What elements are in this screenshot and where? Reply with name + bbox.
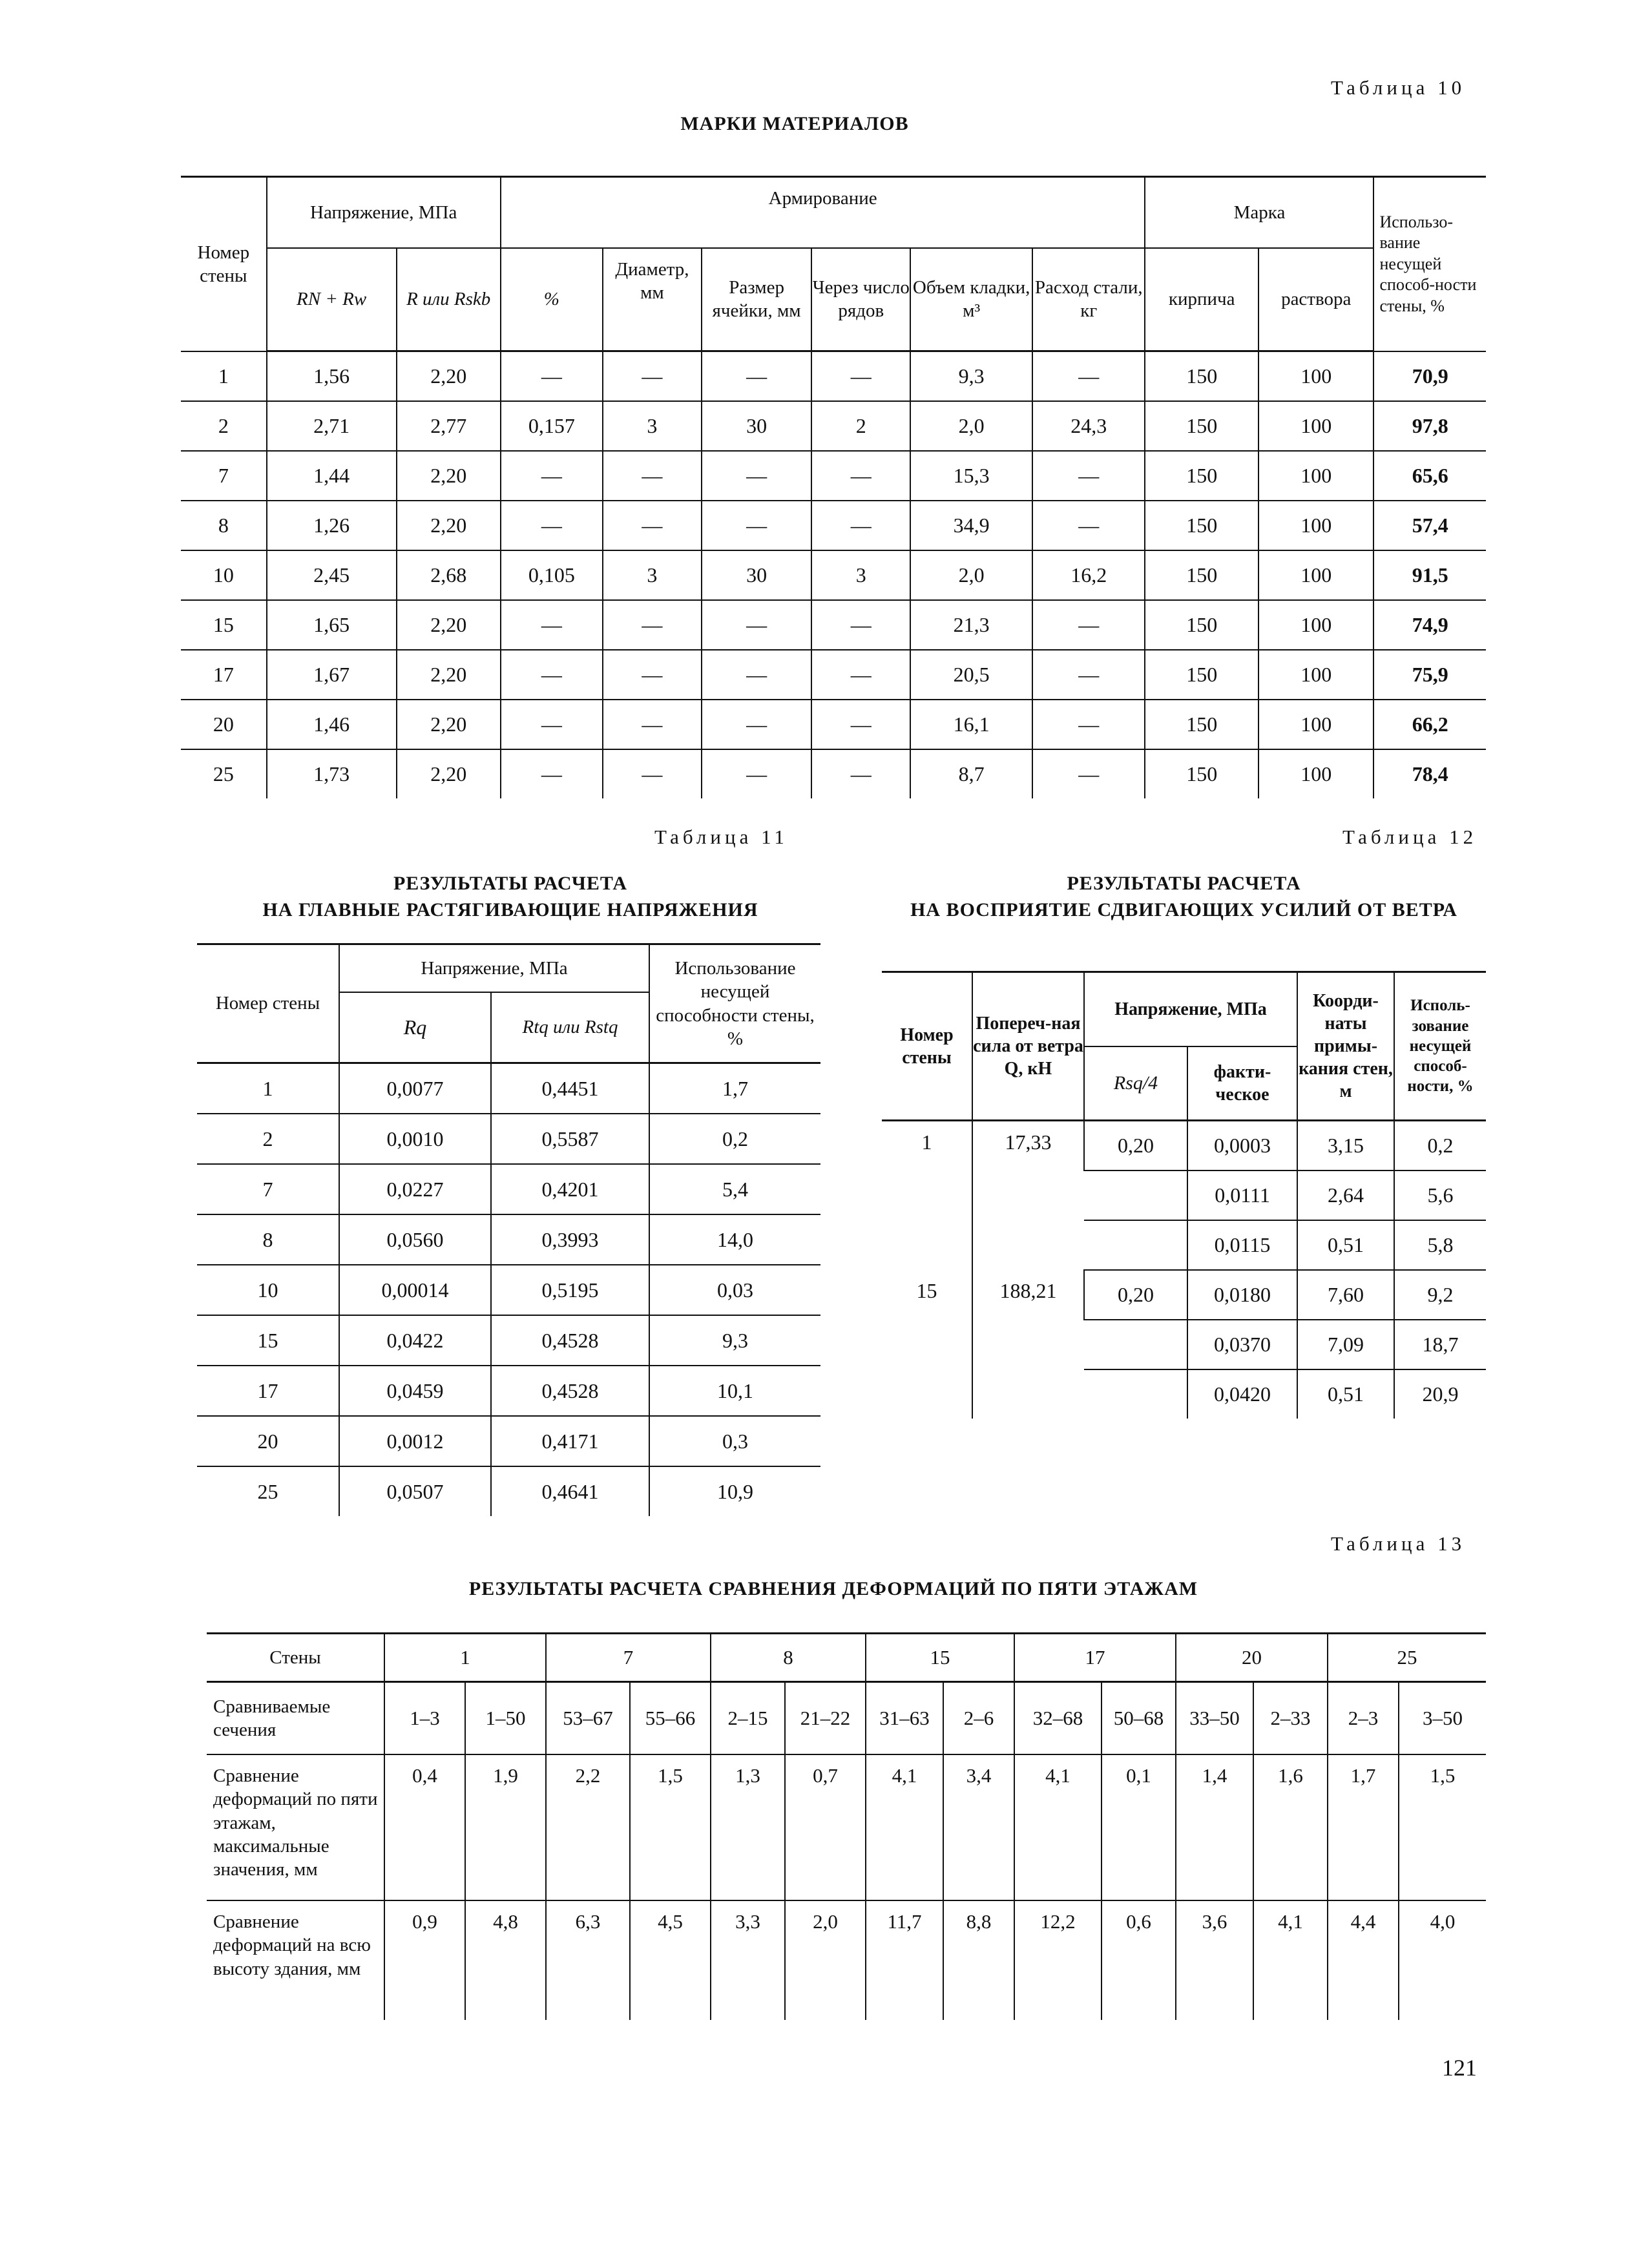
t12-cell-rsq4-empty	[1084, 1320, 1187, 1369]
t10-cell-rn-rw: 1,44	[267, 451, 397, 501]
t10-cell-usage: 97,8	[1373, 401, 1486, 451]
t10-cell-brick: 150	[1145, 550, 1258, 600]
t10-cell-every-rows: —	[811, 451, 910, 501]
t11-cell-usage: 1,7	[649, 1063, 820, 1114]
t10-cell-mortar: 100	[1258, 600, 1374, 650]
t10-cell-volume: 15,3	[910, 451, 1032, 501]
table10-label: Таблица 10	[1331, 76, 1466, 99]
t10-cell-wall: 20	[181, 700, 267, 749]
t12-header-rsq4: Rsq/4	[1084, 1046, 1187, 1121]
t11-cell-usage: 0,03	[649, 1265, 820, 1315]
t10-header-reinforcement: Армирование	[501, 177, 1145, 248]
t10-cell-steel: —	[1032, 501, 1145, 550]
t11-cell-rtq: 0,4528	[491, 1315, 649, 1366]
t12-header-coords: Коорди-наты примы-кания стен, м	[1297, 972, 1394, 1121]
t10-cell-volume: 16,1	[910, 700, 1032, 749]
t10-cell-usage: 70,9	[1373, 351, 1486, 402]
table11	[197, 943, 820, 1516]
t10-cell-usage: 75,9	[1373, 650, 1486, 700]
t13-five-floor-value: 1,6	[1253, 1754, 1328, 1900]
t10-cell-brick: 150	[1145, 351, 1258, 402]
t13-wall-header: 17	[1014, 1634, 1176, 1682]
t10-cell-diameter: —	[603, 501, 702, 550]
t13-section-cell: 3–50	[1399, 1682, 1486, 1755]
t10-cell-steel: 16,2	[1032, 550, 1145, 600]
t10-cell-percent: —	[501, 749, 603, 798]
t11-cell-rq: 0,00014	[339, 1265, 491, 1315]
t10-cell-diameter: 3	[603, 550, 702, 600]
table13-label: Таблица 13	[1331, 1532, 1466, 1555]
page-number: 121	[1442, 2055, 1477, 2081]
t13-wall-header: 1	[384, 1634, 546, 1682]
t13-five-floor-value: 1,3	[711, 1754, 785, 1900]
t10-row	[181, 749, 1486, 798]
t10-header-grade: Марка	[1145, 177, 1373, 248]
table11-title-line1: РЕЗУЛЬТАТЫ РАСЧЕТА	[393, 873, 628, 894]
t10-header-every-rows: Через число рядов	[811, 248, 910, 351]
t10-cell-wall: 2	[181, 401, 267, 451]
t10-cell-brick: 150	[1145, 700, 1258, 749]
t11-cell-wall: 2	[197, 1114, 339, 1164]
t13-full-height-value: 0,9	[384, 1900, 465, 2020]
t13-five-floor-value: 1,4	[1176, 1754, 1253, 1900]
table11-title	[220, 871, 801, 923]
t10-cell-cell-size: —	[702, 749, 811, 798]
t13-five-floors-row	[207, 1754, 1486, 1900]
table10-title: МАРКИ МАТЕРИАЛОВ	[680, 113, 909, 134]
t10-cell-wall: 8	[181, 501, 267, 550]
t12-cell-wall: 1	[921, 1130, 932, 1154]
t11-cell-rtq: 0,4528	[491, 1366, 649, 1416]
t10-cell-wall: 1	[181, 351, 267, 402]
t11-row	[197, 1416, 820, 1466]
t10-cell-steel: —	[1032, 749, 1145, 798]
t10-cell-rn-rw: 1,73	[267, 749, 397, 798]
t10-cell-volume: 9,3	[910, 351, 1032, 402]
t13-full-height-value: 3,3	[711, 1900, 785, 2020]
t11-cell-wall: 1	[197, 1063, 339, 1114]
t10-header-cell-size: Размер ячейки, мм	[702, 248, 811, 351]
t11-cell-rtq: 0,5587	[491, 1114, 649, 1164]
t10-cell-mortar: 100	[1258, 351, 1374, 402]
t12-header-wall: Номер стены	[882, 972, 972, 1121]
t11-cell-rq: 0,0459	[339, 1366, 491, 1416]
t11-cell-rq: 0,0012	[339, 1416, 491, 1466]
t13-section-cell: 1–3	[384, 1682, 465, 1755]
t12-cell-coord: 0,51	[1297, 1220, 1394, 1270]
t11-cell-rq: 0,0077	[339, 1063, 491, 1114]
t12-cell-usage: 9,2	[1394, 1270, 1486, 1320]
t12-cell-usage: 18,7	[1394, 1320, 1486, 1369]
t12-cell-actual: 0,0003	[1187, 1121, 1297, 1171]
t12-cell-usage: 5,8	[1394, 1220, 1486, 1270]
t11-cell-usage: 9,3	[649, 1315, 820, 1366]
t10-cell-brick: 150	[1145, 650, 1258, 700]
t10-cell-percent: —	[501, 501, 603, 550]
t10-cell-r-rskb: 2,20	[397, 650, 501, 700]
t12-cell-usage: 20,9	[1394, 1369, 1486, 1419]
t10-header-wall: Номер стены	[181, 177, 267, 351]
t10-cell-usage: 57,4	[1373, 501, 1486, 550]
t12-row	[882, 1270, 1486, 1320]
t10-cell-r-rskb: 2,20	[397, 700, 501, 749]
table12-label: Таблица 12	[1342, 826, 1478, 848]
t11-cell-rq: 0,0010	[339, 1114, 491, 1164]
t11-row	[197, 1466, 820, 1516]
t11-row	[197, 1114, 820, 1164]
t10-cell-diameter: —	[603, 650, 702, 700]
t13-full-height-value: 4,8	[465, 1900, 546, 2020]
t10-row	[181, 351, 1486, 402]
t10-cell-r-rskb: 2,20	[397, 501, 501, 550]
t10-cell-brick: 150	[1145, 600, 1258, 650]
t11-cell-rtq: 0,4171	[491, 1416, 649, 1466]
t10-cell-diameter: —	[603, 351, 702, 402]
t11-cell-usage: 0,3	[649, 1416, 820, 1466]
t11-cell-wall: 17	[197, 1366, 339, 1416]
table12-title-line1: РЕЗУЛЬТАТЫ РАСЧЕТА	[1067, 873, 1301, 894]
t10-cell-steel: —	[1032, 351, 1145, 402]
t10-cell-rn-rw: 1,65	[267, 600, 397, 650]
t13-full-height-value: 4,4	[1328, 1900, 1399, 2020]
t13-section-cell: 2–3	[1328, 1682, 1399, 1755]
table13-title: РЕЗУЛЬТАТЫ РАСЧЕТА СРАВНЕНИЯ ДЕФОРМАЦИЙ ПО ПЯТИ ЭТАЖАМ	[468, 1578, 1198, 1599]
t10-header-diameter: Диаметр, мм	[603, 248, 702, 351]
t10-cell-every-rows: 3	[811, 550, 910, 600]
t10-cell-percent: —	[501, 451, 603, 501]
t13-section-cell: 50–68	[1102, 1682, 1176, 1755]
t12-cell-actual: 0,0370	[1187, 1320, 1297, 1369]
t11-cell-rq: 0,0227	[339, 1164, 491, 1214]
t10-cell-cell-size: —	[702, 451, 811, 501]
t13-five-floor-value: 2,2	[546, 1754, 630, 1900]
t13-five-floor-value: 0,4	[384, 1754, 465, 1900]
t13-row3-label: Сравнение деформаций по пяти этажам, максимальные значения, мм	[207, 1754, 384, 1900]
t12-cell-rsq4-empty	[1084, 1369, 1187, 1419]
table12-title	[879, 871, 1489, 923]
t10-cell-rn-rw: 1,46	[267, 700, 397, 749]
t10-cell-steel: —	[1032, 650, 1145, 700]
t10-cell-volume: 8,7	[910, 749, 1032, 798]
t13-wall-header: 15	[866, 1634, 1014, 1682]
t13-walls-label: Стены	[207, 1634, 384, 1682]
t13-five-floor-value: 1,7	[1328, 1754, 1399, 1900]
t10-cell-r-rskb: 2,20	[397, 451, 501, 501]
t13-section-cell: 53–67	[546, 1682, 630, 1755]
t10-cell-wall: 25	[213, 762, 234, 785]
t13-five-floor-value: 0,1	[1102, 1754, 1176, 1900]
t12-row	[882, 1121, 1486, 1171]
table12	[882, 971, 1486, 1419]
t13-five-floor-value: 1,9	[465, 1754, 546, 1900]
t10-cell-every-rows: —	[811, 501, 910, 550]
t10-cell-usage: 78,4	[1373, 749, 1486, 798]
t10-cell-percent: 0,157	[501, 401, 603, 451]
t12-cell-coord: 2,64	[1297, 1170, 1394, 1220]
t10-cell-rn-rw: 1,67	[267, 650, 397, 700]
t10-cell-volume: 21,3	[910, 600, 1032, 650]
t10-cell-volume: 20,5	[910, 650, 1032, 700]
t10-row	[181, 700, 1486, 749]
t11-cell-rq: 0,0507	[339, 1466, 491, 1516]
t10-cell-mortar: 100	[1258, 451, 1374, 501]
t13-five-floor-value: 1,5	[1399, 1754, 1486, 1900]
t10-cell-wall: 15	[181, 600, 267, 650]
table11-title-line2: НА ГЛАВНЫЕ РАСТЯГИВАЮЩИЕ НАПРЯЖЕНИЯ	[262, 899, 758, 921]
t13-full-height-value: 3,6	[1176, 1900, 1253, 2020]
t10-cell-volume: 2,0	[910, 550, 1032, 600]
t10-cell-wall: 10	[181, 550, 267, 600]
t13-sections-row	[207, 1682, 1486, 1755]
t10-header-usage: Использо-вание несущей способ-ности стены, %	[1373, 177, 1486, 351]
t10-cell-rn-rw: 2,45	[267, 550, 397, 600]
t11-cell-usage: 10,9	[649, 1466, 820, 1516]
t12-header-usage: Исполь-зование несущей способ-ности, %	[1394, 972, 1486, 1121]
t13-wall-header: 25	[1328, 1634, 1486, 1682]
t12-cell-coord: 7,09	[1297, 1320, 1394, 1369]
t11-cell-wall: 25	[257, 1479, 278, 1503]
t11-row	[197, 1063, 820, 1114]
t13-five-floor-value: 4,1	[866, 1754, 943, 1900]
t10-cell-brick: 150	[1145, 501, 1258, 550]
t11-cell-wall: 7	[197, 1164, 339, 1214]
t10-row	[181, 600, 1486, 650]
t10-cell-usage: 74,9	[1373, 600, 1486, 650]
t10-cell-mortar: 100	[1258, 550, 1374, 600]
t10-cell-rn-rw: 2,71	[267, 401, 397, 451]
t10-cell-cell-size: —	[702, 501, 811, 550]
t11-row	[197, 1265, 820, 1315]
t13-full-height-value: 12,2	[1014, 1900, 1102, 2020]
table13	[207, 1632, 1486, 2020]
t11-row	[197, 1214, 820, 1265]
t13-wall-header: 20	[1176, 1634, 1328, 1682]
t13-section-cell: 55–66	[630, 1682, 711, 1755]
t10-cell-cell-size: —	[702, 700, 811, 749]
t10-header-rn-rw: RN + Rw	[267, 248, 397, 351]
t13-full-height-value: 6,3	[546, 1900, 630, 2020]
t13-section-cell: 32–68	[1014, 1682, 1102, 1755]
t10-cell-mortar: 100	[1258, 501, 1374, 550]
t10-cell-rn-rw: 1,56	[267, 351, 397, 402]
t10-header-percent: %	[501, 248, 603, 351]
t10-cell-every-rows: —	[811, 600, 910, 650]
t13-section-cell: 2–15	[711, 1682, 785, 1755]
t12-cell-coord: 3,15	[1297, 1121, 1394, 1171]
t11-cell-wall: 15	[197, 1315, 339, 1366]
t11-cell-rtq: 0,5195	[491, 1265, 649, 1315]
t12-header-stress: Напряжение, МПа	[1084, 972, 1297, 1046]
t10-cell-every-rows: —	[811, 650, 910, 700]
t13-section-cell: 2–33	[1253, 1682, 1328, 1755]
t13-five-floor-value: 3,4	[943, 1754, 1014, 1900]
t10-cell-usage: 91,5	[1373, 550, 1486, 600]
t11-header-rtq: Rtq или Rstq	[491, 992, 649, 1063]
t12-cell-wall: 15	[916, 1279, 937, 1302]
t10-cell-r-rskb: 2,20	[397, 351, 501, 402]
t10-cell-diameter: —	[603, 749, 702, 798]
t13-section-cell: 33–50	[1176, 1682, 1253, 1755]
t13-five-floor-value: 1,5	[630, 1754, 711, 1900]
t13-full-height-value: 0,6	[1102, 1900, 1176, 2020]
t13-full-height-value: 11,7	[866, 1900, 943, 2020]
t13-five-floor-value: 0,7	[785, 1754, 866, 1900]
t10-cell-brick: 150	[1145, 401, 1258, 451]
t11-header-wall: Номер стены	[197, 944, 339, 1063]
t10-header-steel: Расход стали, кг	[1032, 248, 1145, 351]
t10-cell-usage: 66,2	[1373, 700, 1486, 749]
t10-cell-rn-rw: 1,26	[267, 501, 397, 550]
t11-header-rq: Rq	[339, 992, 491, 1063]
t12-cell-usage: 0,2	[1394, 1121, 1486, 1171]
t10-cell-brick: 150	[1145, 749, 1258, 798]
t10-cell-percent: —	[501, 650, 603, 700]
t10-cell-brick: 150	[1145, 451, 1258, 501]
t13-wall-header: 8	[711, 1634, 866, 1682]
t10-cell-diameter: 3	[603, 401, 702, 451]
t10-row	[181, 550, 1486, 600]
t10-cell-percent: —	[501, 351, 603, 402]
t11-row	[197, 1164, 820, 1214]
t10-cell-r-rskb: 2,20	[397, 749, 501, 798]
t13-section-cell: 2–6	[943, 1682, 1014, 1755]
t13-full-height-value: 4,1	[1253, 1900, 1328, 2020]
t13-full-height-value: 2,0	[785, 1900, 866, 2020]
t10-cell-percent: 0,105	[501, 550, 603, 600]
t10-row	[181, 650, 1486, 700]
t10-row	[181, 451, 1486, 501]
t10-cell-diameter: —	[603, 600, 702, 650]
t12-header-actual: факти-ческое	[1187, 1046, 1297, 1121]
t11-cell-wall: 8	[197, 1214, 339, 1265]
t11-cell-rtq: 0,4641	[491, 1466, 649, 1516]
t13-wall-header: 7	[546, 1634, 711, 1682]
t10-cell-mortar: 100	[1258, 650, 1374, 700]
t10-row	[181, 501, 1486, 550]
t10-cell-every-rows: 2	[811, 401, 910, 451]
t12-cell-usage: 5,6	[1394, 1170, 1486, 1220]
t10-cell-cell-size: 30	[702, 550, 811, 600]
t11-cell-usage: 10,1	[649, 1366, 820, 1416]
t12-cell-actual: 0,0111	[1187, 1170, 1297, 1220]
t12-cell-rsq4-empty	[1084, 1170, 1187, 1220]
t11-cell-rtq: 0,3993	[491, 1214, 649, 1265]
t10-cell-cell-size: —	[702, 351, 811, 402]
t12-cell-q: 17,33	[972, 1121, 1084, 1271]
t11-cell-usage: 5,4	[649, 1164, 820, 1214]
t13-full-height-value: 8,8	[943, 1900, 1014, 2020]
t13-section-cell: 1–50	[465, 1682, 546, 1755]
t12-header-shear: Попереч-ная сила от ветра Q, кН	[972, 972, 1084, 1121]
t11-cell-rtq: 0,4451	[491, 1063, 649, 1114]
t10-cell-cell-size: —	[702, 650, 811, 700]
t12-cell-actual: 0,0180	[1187, 1270, 1297, 1320]
t13-walls-row	[207, 1634, 1486, 1682]
t10-cell-volume: 34,9	[910, 501, 1032, 550]
t10-cell-every-rows: —	[811, 700, 910, 749]
t10-row	[181, 401, 1486, 451]
t10-cell-wall: 7	[181, 451, 267, 501]
t11-cell-usage: 0,2	[649, 1114, 820, 1164]
t13-full-height-value: 4,0	[1399, 1900, 1486, 2020]
table10	[181, 176, 1486, 798]
t10-cell-steel: —	[1032, 451, 1145, 501]
t10-cell-steel: 24,3	[1032, 401, 1145, 451]
t12-cell-q: 188,21	[972, 1270, 1084, 1419]
t10-cell-r-rskb: 2,68	[397, 550, 501, 600]
t12-cell-rsq4-empty	[1084, 1220, 1187, 1270]
t13-section-cell: 21–22	[785, 1682, 866, 1755]
t10-cell-cell-size: —	[702, 600, 811, 650]
t11-row	[197, 1315, 820, 1366]
t12-cell-actual: 0,0420	[1187, 1369, 1297, 1419]
t11-cell-usage: 14,0	[649, 1214, 820, 1265]
t10-cell-percent: —	[501, 600, 603, 650]
t10-cell-every-rows: —	[811, 351, 910, 402]
t10-header-mortar: раствора	[1258, 248, 1374, 351]
t11-cell-wall: 20	[197, 1416, 339, 1466]
t11-header-usage: Использование несущей способности стены, %	[649, 944, 820, 1063]
t10-cell-percent: —	[501, 700, 603, 749]
t13-full-height-value: 4,5	[630, 1900, 711, 2020]
t13-five-floor-value: 4,1	[1014, 1754, 1102, 1900]
t13-section-cell: 31–63	[866, 1682, 943, 1755]
t10-cell-mortar: 100	[1258, 700, 1374, 749]
t11-header-stress: Напряжение, МПа	[339, 944, 649, 992]
t10-cell-diameter: —	[603, 451, 702, 501]
t13-sections-label: Сравниваемые сечения	[207, 1682, 384, 1755]
t11-cell-rtq: 0,4201	[491, 1164, 649, 1214]
t10-cell-steel: —	[1032, 700, 1145, 749]
t12-cell-coord: 0,51	[1297, 1369, 1394, 1419]
t10-header-stress: Напряжение, МПа	[267, 177, 501, 248]
t11-cell-wall: 10	[197, 1265, 339, 1315]
t10-cell-mortar: 100	[1258, 401, 1374, 451]
t10-cell-usage: 65,6	[1373, 451, 1486, 501]
t10-header-volume: Объем кладки, м³	[910, 248, 1032, 351]
table11-label: Таблица 11	[654, 826, 788, 848]
t10-header-brick: кирпича	[1145, 248, 1258, 351]
t10-header-r-rskb: R или Rskb	[397, 248, 501, 351]
t13-full-height-row	[207, 1900, 1486, 2020]
t13-row4-label: Сравнение деформаций на всю высоту здания, мм	[207, 1900, 384, 2020]
t10-cell-wall: 17	[181, 650, 267, 700]
t10-cell-diameter: —	[603, 700, 702, 749]
t10-cell-r-rskb: 2,20	[397, 600, 501, 650]
t10-cell-every-rows: —	[811, 749, 910, 798]
t10-cell-mortar: 100	[1258, 749, 1374, 798]
t10-cell-steel: —	[1032, 600, 1145, 650]
t10-cell-volume: 2,0	[910, 401, 1032, 451]
t12-cell-coord: 7,60	[1297, 1270, 1394, 1320]
t10-cell-r-rskb: 2,77	[397, 401, 501, 451]
table12-title-line2: НА ВОСПРИЯТИЕ СДВИГАЮЩИХ УСИЛИЙ ОТ ВЕТРА	[910, 899, 1457, 921]
t10-cell-cell-size: 30	[702, 401, 811, 451]
t12-cell-rsq4: 0,20	[1084, 1270, 1187, 1320]
t11-row	[197, 1366, 820, 1416]
t12-cell-rsq4: 0,20	[1084, 1121, 1187, 1171]
t11-cell-rq: 0,0422	[339, 1315, 491, 1366]
t11-cell-rq: 0,0560	[339, 1214, 491, 1265]
t12-cell-actual: 0,0115	[1187, 1220, 1297, 1270]
